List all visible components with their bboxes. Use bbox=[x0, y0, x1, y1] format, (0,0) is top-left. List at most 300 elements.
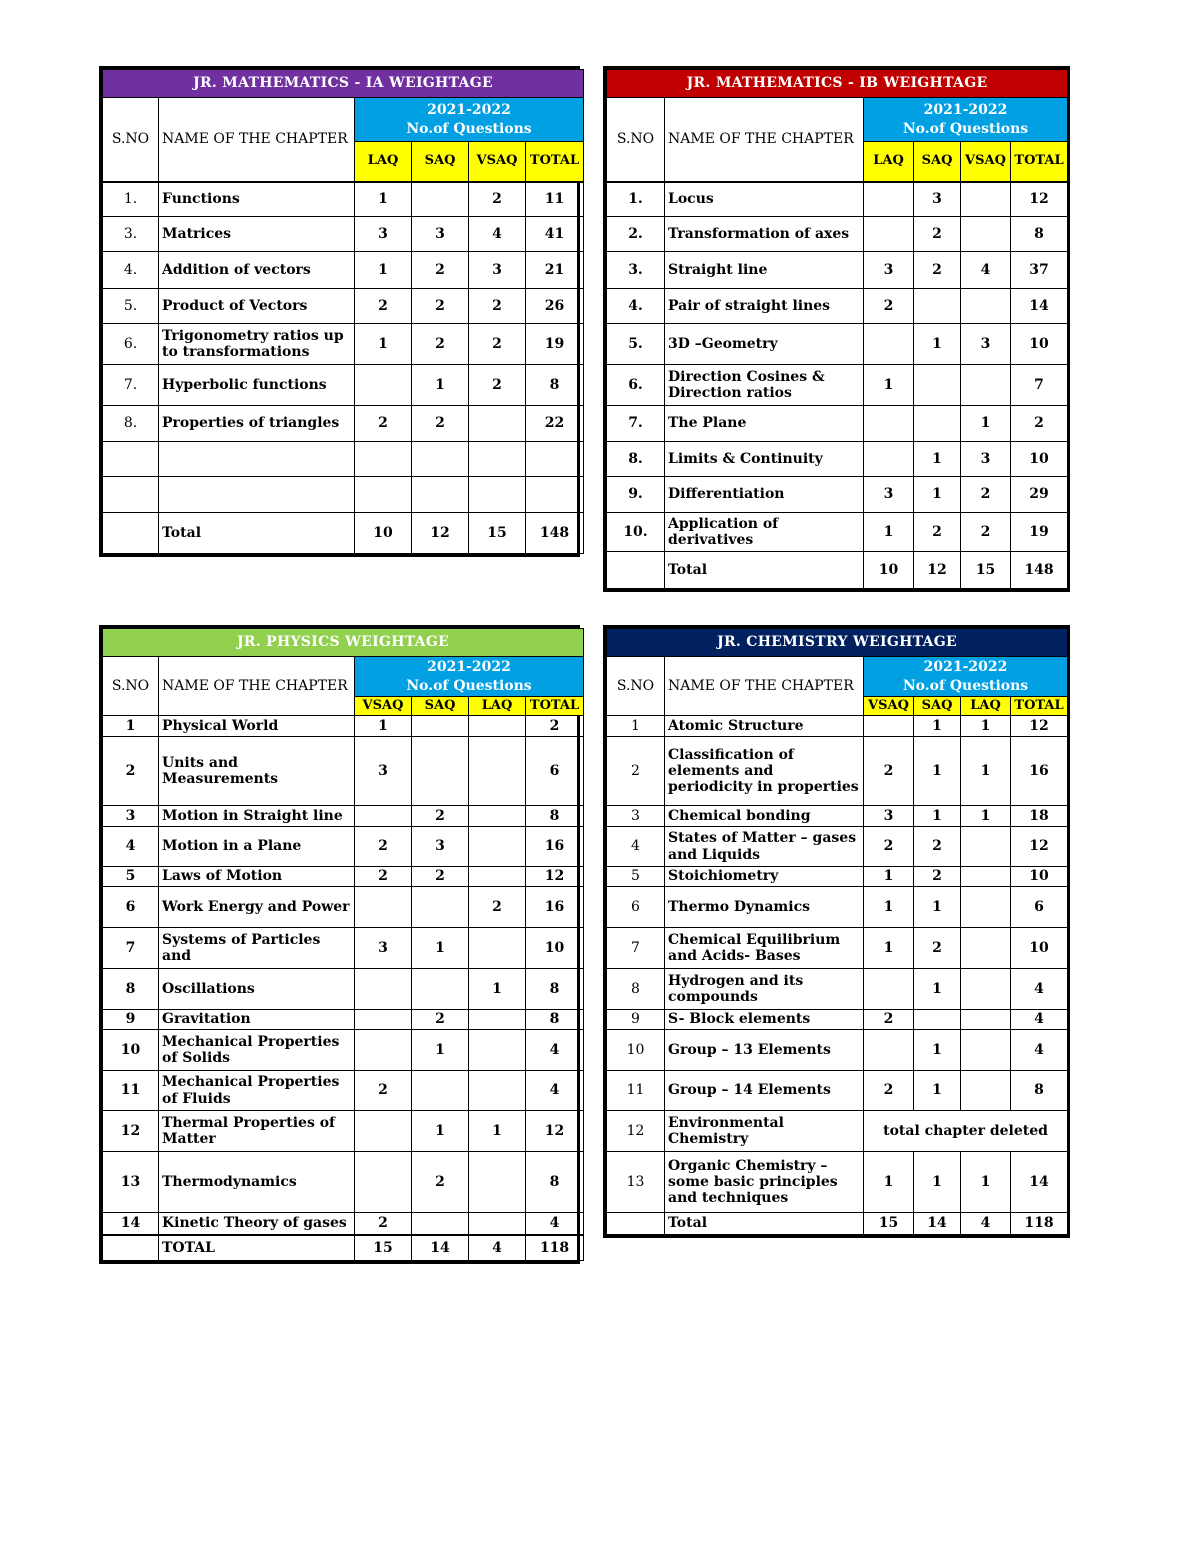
column-header-saq: SAQ bbox=[412, 142, 469, 182]
count-cell: 1 bbox=[914, 737, 961, 806]
total-row bbox=[607, 1213, 1068, 1235]
chapter-name-cell: Transformation of axes bbox=[665, 217, 864, 252]
count-cell: 1 bbox=[961, 716, 1011, 737]
count-cell: 3 bbox=[864, 252, 914, 289]
sno-cell: 8 bbox=[607, 969, 665, 1010]
count-cell: 3 bbox=[412, 827, 469, 867]
count-cell: 1 bbox=[914, 969, 961, 1010]
count-cell bbox=[864, 1030, 914, 1071]
chapter-name-cell: Direction Cosines & Direction ratios bbox=[665, 365, 864, 406]
count-cell: 1 bbox=[412, 1111, 469, 1152]
count-cell bbox=[469, 1030, 526, 1071]
sno-cell bbox=[103, 1235, 159, 1261]
sno-cell: 5. bbox=[607, 324, 665, 365]
count-cell bbox=[864, 406, 914, 442]
table-row bbox=[103, 1030, 584, 1071]
total-label: Total bbox=[665, 1213, 864, 1235]
chapter-name-cell: States of Matter – gases and Liquids bbox=[665, 827, 864, 867]
column-header-saq: SAQ bbox=[914, 697, 961, 716]
sno-header: S.NO bbox=[607, 657, 665, 716]
sno-cell: 6. bbox=[103, 324, 159, 365]
count-cell bbox=[469, 737, 526, 806]
chapter-name-cell: Pair of straight lines bbox=[665, 289, 864, 324]
count-cell bbox=[914, 1010, 961, 1030]
count-cell: 3 bbox=[914, 182, 961, 217]
sno-cell: 10. bbox=[607, 513, 665, 552]
table-row bbox=[103, 969, 584, 1010]
total-cell: 12 bbox=[526, 1111, 584, 1152]
count-cell: 2 bbox=[864, 1010, 914, 1030]
total-row bbox=[103, 513, 584, 554]
chapter-name-cell: Limits & Continuity bbox=[665, 442, 864, 477]
count-cell bbox=[355, 806, 412, 827]
count-cell bbox=[864, 442, 914, 477]
count-cell bbox=[864, 217, 914, 252]
chapter-name-cell: Work Energy and Power bbox=[159, 887, 355, 928]
column-header-laq: LAQ bbox=[961, 697, 1011, 716]
table-row bbox=[103, 806, 584, 827]
sno-cell bbox=[607, 552, 665, 589]
sno-cell: 1. bbox=[607, 182, 665, 217]
count-cell bbox=[864, 324, 914, 365]
count-cell bbox=[412, 737, 469, 806]
total-count-cell: 15 bbox=[355, 1235, 412, 1261]
table-row bbox=[607, 737, 1068, 806]
chapter-name-cell: Thermodynamics bbox=[159, 1152, 355, 1213]
chapter-name-cell: Thermal Properties of Matter bbox=[159, 1111, 355, 1152]
chapter-name-cell: Atomic Structure bbox=[665, 716, 864, 737]
header-row bbox=[607, 657, 1068, 697]
total-count-cell: 14 bbox=[412, 1235, 469, 1261]
table-row bbox=[607, 928, 1068, 969]
table-row bbox=[607, 969, 1068, 1010]
count-cell: 2 bbox=[961, 513, 1011, 552]
table-row bbox=[607, 252, 1068, 289]
count-cell: 1 bbox=[864, 1152, 914, 1213]
total-cell: 2 bbox=[1011, 406, 1068, 442]
count-cell: 1 bbox=[412, 365, 469, 406]
table-row bbox=[103, 406, 584, 442]
count-cell bbox=[355, 1152, 412, 1213]
total-count-cell: 14 bbox=[914, 1213, 961, 1235]
sno-cell: 3. bbox=[607, 252, 665, 289]
questions-label: No.of Questions bbox=[406, 120, 532, 137]
count-cell bbox=[469, 928, 526, 969]
total-cell: 8 bbox=[526, 1152, 584, 1213]
total-label: Total bbox=[665, 552, 864, 589]
count-cell: 3 bbox=[864, 806, 914, 827]
total-cell: 14 bbox=[1011, 1152, 1068, 1213]
total-cell: 22 bbox=[526, 406, 584, 442]
count-cell bbox=[961, 217, 1011, 252]
count-cell: 1 bbox=[914, 1030, 961, 1071]
table-row bbox=[103, 716, 584, 737]
sno-cell: 12 bbox=[607, 1111, 665, 1152]
sno-cell bbox=[607, 1213, 665, 1235]
chapter-name-cell: Systems of Particles and bbox=[159, 928, 355, 969]
count-cell bbox=[961, 1071, 1011, 1111]
year-label: 2021-2022 bbox=[923, 659, 1008, 676]
sno-cell: 12 bbox=[103, 1111, 159, 1152]
count-cell: 2 bbox=[864, 289, 914, 324]
chapter-name-cell: Product of Vectors bbox=[159, 289, 355, 324]
chapter-name-cell bbox=[159, 477, 355, 513]
header-row bbox=[103, 98, 584, 142]
table-row bbox=[607, 827, 1068, 867]
sno-cell: 5 bbox=[607, 867, 665, 887]
sno-cell: 4. bbox=[103, 252, 159, 289]
count-cell bbox=[355, 477, 412, 513]
year-label: 2021-2022 bbox=[923, 102, 1008, 119]
total-cell: 12 bbox=[526, 867, 584, 887]
chapter-name-cell: Mechanical Properties of Fluids bbox=[159, 1071, 355, 1111]
year-header bbox=[355, 98, 584, 142]
count-cell: 1 bbox=[864, 928, 914, 969]
column-header-vsaq: VSAQ bbox=[961, 142, 1011, 182]
sno-cell: 6 bbox=[103, 887, 159, 928]
count-cell: 2 bbox=[914, 217, 961, 252]
count-cell: 1 bbox=[412, 1030, 469, 1071]
count-cell: 2 bbox=[355, 827, 412, 867]
table-title-row bbox=[103, 629, 584, 657]
chapter-name-cell: Classification of elements and periodicity in properties bbox=[665, 737, 864, 806]
count-cell bbox=[914, 289, 961, 324]
chapter-name-cell: Laws of Motion bbox=[159, 867, 355, 887]
count-cell: 2 bbox=[864, 737, 914, 806]
sno-cell: 4 bbox=[607, 827, 665, 867]
count-cell bbox=[469, 1010, 526, 1030]
total-cell: 14 bbox=[1011, 289, 1068, 324]
note-cell: total chapter deleted bbox=[864, 1111, 1068, 1152]
sno-cell: 3 bbox=[607, 806, 665, 827]
total-cell: 4 bbox=[1011, 1010, 1068, 1030]
count-cell bbox=[961, 969, 1011, 1010]
total-count-cell: 15 bbox=[961, 552, 1011, 589]
table-title-row bbox=[607, 70, 1068, 98]
chapter-name-cell: Chemical Equilibrium and Acids- Bases bbox=[665, 928, 864, 969]
count-cell bbox=[961, 1010, 1011, 1030]
chapter-name-cell bbox=[159, 442, 355, 477]
total-count-cell: 12 bbox=[914, 552, 961, 589]
column-header-saq: SAQ bbox=[412, 697, 469, 716]
chapter-name-cell: Motion in a Plane bbox=[159, 827, 355, 867]
header-row bbox=[103, 657, 584, 697]
count-cell: 3 bbox=[412, 217, 469, 252]
column-header-total: TOTAL bbox=[526, 142, 584, 182]
table-row bbox=[607, 217, 1068, 252]
count-cell bbox=[961, 887, 1011, 928]
table-row bbox=[607, 289, 1068, 324]
count-cell bbox=[864, 182, 914, 217]
sno-cell: 6. bbox=[607, 365, 665, 406]
count-cell bbox=[412, 477, 469, 513]
total-count-cell: 4 bbox=[469, 1235, 526, 1261]
count-cell: 1 bbox=[864, 365, 914, 406]
sno-cell: 5. bbox=[103, 289, 159, 324]
total-cell: 4 bbox=[526, 1030, 584, 1071]
chapter-name-cell: Group – 13 Elements bbox=[665, 1030, 864, 1071]
sno-cell: 13 bbox=[103, 1152, 159, 1213]
chapter-name-cell: Application of derivatives bbox=[665, 513, 864, 552]
count-cell bbox=[469, 1071, 526, 1111]
count-cell bbox=[914, 365, 961, 406]
sno-cell bbox=[103, 513, 159, 554]
count-cell: 1 bbox=[914, 442, 961, 477]
chapter-name-header: NAME OF THE CHAPTER bbox=[159, 98, 355, 182]
count-cell bbox=[412, 716, 469, 737]
chapter-name-cell: Gravitation bbox=[159, 1010, 355, 1030]
sno-cell: 1 bbox=[607, 716, 665, 737]
count-cell: 2 bbox=[914, 867, 961, 887]
sno-header: S.NO bbox=[607, 98, 665, 182]
table-row bbox=[103, 365, 584, 406]
table-row bbox=[103, 928, 584, 969]
questions-label: No.of Questions bbox=[902, 120, 1029, 137]
count-cell bbox=[412, 1071, 469, 1111]
count-cell: 2 bbox=[469, 182, 526, 217]
count-cell bbox=[355, 1010, 412, 1030]
sno-cell: 13 bbox=[607, 1152, 665, 1213]
sno-header: S.NO bbox=[103, 657, 159, 716]
total-cell: 4 bbox=[526, 1071, 584, 1111]
count-cell: 3 bbox=[961, 442, 1011, 477]
count-cell bbox=[961, 289, 1011, 324]
count-cell: 2 bbox=[914, 513, 961, 552]
table-row bbox=[607, 1030, 1068, 1071]
sno-header: S.NO bbox=[103, 98, 159, 182]
chapter-name-cell: Chemical bonding bbox=[665, 806, 864, 827]
total-cell: 4 bbox=[526, 1213, 584, 1235]
total-cell: 11 bbox=[526, 182, 584, 217]
chapter-name-cell: Environmental Chemistry bbox=[665, 1111, 864, 1152]
count-cell bbox=[469, 867, 526, 887]
grand-total-cell: 118 bbox=[526, 1235, 584, 1261]
chapter-name-cell: Hydrogen and its compounds bbox=[665, 969, 864, 1010]
count-cell: 2 bbox=[412, 806, 469, 827]
count-cell bbox=[961, 182, 1011, 217]
count-cell: 2 bbox=[412, 867, 469, 887]
total-cell: 10 bbox=[1011, 928, 1068, 969]
count-cell: 1 bbox=[355, 182, 412, 217]
chapter-name-cell: Organic Chemistry – some basic principles and techniques bbox=[665, 1152, 864, 1213]
sno-cell: 7 bbox=[607, 928, 665, 969]
count-cell bbox=[355, 365, 412, 406]
sno-cell: 9. bbox=[607, 477, 665, 513]
table-row bbox=[607, 442, 1068, 477]
count-cell: 1 bbox=[469, 969, 526, 1010]
count-cell: 2 bbox=[412, 406, 469, 442]
table-row bbox=[607, 716, 1068, 737]
table-row bbox=[103, 182, 584, 217]
count-cell: 1 bbox=[914, 716, 961, 737]
table-row bbox=[103, 217, 584, 252]
total-cell: 8 bbox=[1011, 1071, 1068, 1111]
count-cell: 1 bbox=[355, 324, 412, 365]
count-cell: 1 bbox=[864, 867, 914, 887]
count-cell: 1 bbox=[864, 887, 914, 928]
total-cell: 7 bbox=[1011, 365, 1068, 406]
count-cell: 1 bbox=[961, 737, 1011, 806]
column-header-vsaq: VSAQ bbox=[864, 697, 914, 716]
grand-total-cell: 148 bbox=[526, 513, 584, 554]
total-count-cell: 10 bbox=[355, 513, 412, 554]
count-cell: 1 bbox=[961, 1152, 1011, 1213]
sno-cell bbox=[103, 442, 159, 477]
chapter-name-cell: Properties of triangles bbox=[159, 406, 355, 442]
total-cell bbox=[526, 477, 584, 513]
year-header bbox=[355, 657, 584, 697]
questions-label: No.of Questions bbox=[902, 677, 1029, 694]
count-cell bbox=[355, 1030, 412, 1071]
sno-cell: 7. bbox=[103, 365, 159, 406]
count-cell bbox=[961, 928, 1011, 969]
count-cell: 1 bbox=[864, 513, 914, 552]
count-cell: 2 bbox=[412, 252, 469, 289]
total-cell: 4 bbox=[1011, 1030, 1068, 1071]
table-title: JR. MATHEMATICS - IB WEIGHTAGE bbox=[607, 70, 1068, 98]
count-cell: 2 bbox=[412, 289, 469, 324]
count-cell bbox=[355, 887, 412, 928]
grand-total-cell: 148 bbox=[1011, 552, 1068, 589]
chemistry-table bbox=[603, 625, 1070, 1238]
count-cell: 1 bbox=[914, 324, 961, 365]
sno-cell: 5 bbox=[103, 867, 159, 887]
chapter-name-cell: Addition of vectors bbox=[159, 252, 355, 289]
table-row bbox=[607, 365, 1068, 406]
count-cell bbox=[469, 406, 526, 442]
count-cell bbox=[412, 969, 469, 1010]
column-header-laq: LAQ bbox=[355, 142, 412, 182]
sno-cell: 2 bbox=[607, 737, 665, 806]
count-cell: 1 bbox=[961, 806, 1011, 827]
count-cell bbox=[469, 477, 526, 513]
count-cell: 2 bbox=[914, 827, 961, 867]
table-row bbox=[103, 477, 584, 513]
count-cell bbox=[961, 827, 1011, 867]
sno-cell: 10 bbox=[103, 1030, 159, 1071]
count-cell: 2 bbox=[412, 324, 469, 365]
column-header-laq: LAQ bbox=[864, 142, 914, 182]
table-title: JR. CHEMISTRY WEIGHTAGE bbox=[607, 629, 1068, 657]
chapter-name-cell: The Plane bbox=[665, 406, 864, 442]
count-cell: 2 bbox=[914, 928, 961, 969]
total-count-cell: 15 bbox=[864, 1213, 914, 1235]
total-cell: 16 bbox=[1011, 737, 1068, 806]
total-cell: 8 bbox=[1011, 217, 1068, 252]
column-header-vsaq: VSAQ bbox=[355, 697, 412, 716]
column-header-laq: LAQ bbox=[469, 697, 526, 716]
chapter-name-cell: Straight line bbox=[665, 252, 864, 289]
total-cell: 8 bbox=[526, 969, 584, 1010]
count-cell: 2 bbox=[412, 1010, 469, 1030]
count-cell: 3 bbox=[469, 252, 526, 289]
chapter-name-header: NAME OF THE CHAPTER bbox=[665, 657, 864, 716]
total-row bbox=[103, 1235, 584, 1261]
count-cell bbox=[469, 442, 526, 477]
year-label: 2021-2022 bbox=[427, 102, 511, 119]
sno-cell: 4. bbox=[607, 289, 665, 324]
chapter-name-cell: Hyperbolic functions bbox=[159, 365, 355, 406]
chapter-name-cell: Motion in Straight line bbox=[159, 806, 355, 827]
total-count-cell: 12 bbox=[412, 513, 469, 554]
count-cell bbox=[469, 1213, 526, 1235]
total-count-cell: 10 bbox=[864, 552, 914, 589]
table-row bbox=[103, 442, 584, 477]
chapter-name-cell: Stoichiometry bbox=[665, 867, 864, 887]
table-title: JR. PHYSICS WEIGHTAGE bbox=[103, 629, 584, 657]
count-cell: 1 bbox=[914, 806, 961, 827]
table-row bbox=[103, 324, 584, 365]
count-cell: 2 bbox=[355, 406, 412, 442]
total-cell: 16 bbox=[526, 887, 584, 928]
count-cell: 2 bbox=[469, 289, 526, 324]
total-cell: 12 bbox=[1011, 182, 1068, 217]
total-cell: 10 bbox=[526, 928, 584, 969]
count-cell bbox=[412, 182, 469, 217]
sno-cell: 7. bbox=[607, 406, 665, 442]
chapter-name-cell: S- Block elements bbox=[665, 1010, 864, 1030]
count-cell: 3 bbox=[355, 217, 412, 252]
total-cell: 12 bbox=[1011, 827, 1068, 867]
table-row bbox=[607, 1111, 1068, 1152]
count-cell bbox=[355, 442, 412, 477]
table-title-row bbox=[103, 70, 584, 98]
sno-cell: 6 bbox=[607, 887, 665, 928]
sno-cell: 11 bbox=[103, 1071, 159, 1111]
chapter-name-cell: Functions bbox=[159, 182, 355, 217]
count-cell: 1 bbox=[355, 252, 412, 289]
math-ia-table bbox=[99, 66, 580, 557]
table-row bbox=[607, 806, 1068, 827]
table-row bbox=[103, 1111, 584, 1152]
total-cell: 8 bbox=[526, 806, 584, 827]
chapter-name-cell: Group – 14 Elements bbox=[665, 1071, 864, 1111]
questions-label: No.of Questions bbox=[406, 677, 532, 694]
sno-cell: 9 bbox=[103, 1010, 159, 1030]
year-header bbox=[864, 657, 1068, 697]
total-label: Total bbox=[159, 513, 355, 554]
sno-cell: 7 bbox=[103, 928, 159, 969]
chapter-name-cell: Physical World bbox=[159, 716, 355, 737]
total-count-cell: 4 bbox=[961, 1213, 1011, 1235]
table-row bbox=[607, 1071, 1068, 1111]
count-cell: 3 bbox=[355, 737, 412, 806]
sno-cell: 8. bbox=[607, 442, 665, 477]
count-cell: 3 bbox=[355, 928, 412, 969]
grand-total-cell: 118 bbox=[1011, 1213, 1068, 1235]
count-cell: 1 bbox=[914, 1152, 961, 1213]
count-cell bbox=[961, 867, 1011, 887]
sno-cell: 3 bbox=[103, 806, 159, 827]
total-cell: 16 bbox=[526, 827, 584, 867]
sno-cell: 14 bbox=[103, 1213, 159, 1235]
physics-table bbox=[99, 625, 580, 1264]
chapter-name-cell: Locus bbox=[665, 182, 864, 217]
table-row bbox=[607, 513, 1068, 552]
total-cell: 18 bbox=[1011, 806, 1068, 827]
total-cell: 41 bbox=[526, 217, 584, 252]
sno-cell: 8 bbox=[103, 969, 159, 1010]
count-cell bbox=[469, 1152, 526, 1213]
chapter-name-cell: 3D –Geometry bbox=[665, 324, 864, 365]
count-cell: 1 bbox=[914, 1071, 961, 1111]
total-cell bbox=[526, 442, 584, 477]
count-cell: 2 bbox=[469, 887, 526, 928]
count-cell: 4 bbox=[961, 252, 1011, 289]
table-title: JR. MATHEMATICS - IA WEIGHTAGE bbox=[103, 70, 584, 98]
total-row bbox=[607, 552, 1068, 589]
total-cell: 2 bbox=[526, 716, 584, 737]
